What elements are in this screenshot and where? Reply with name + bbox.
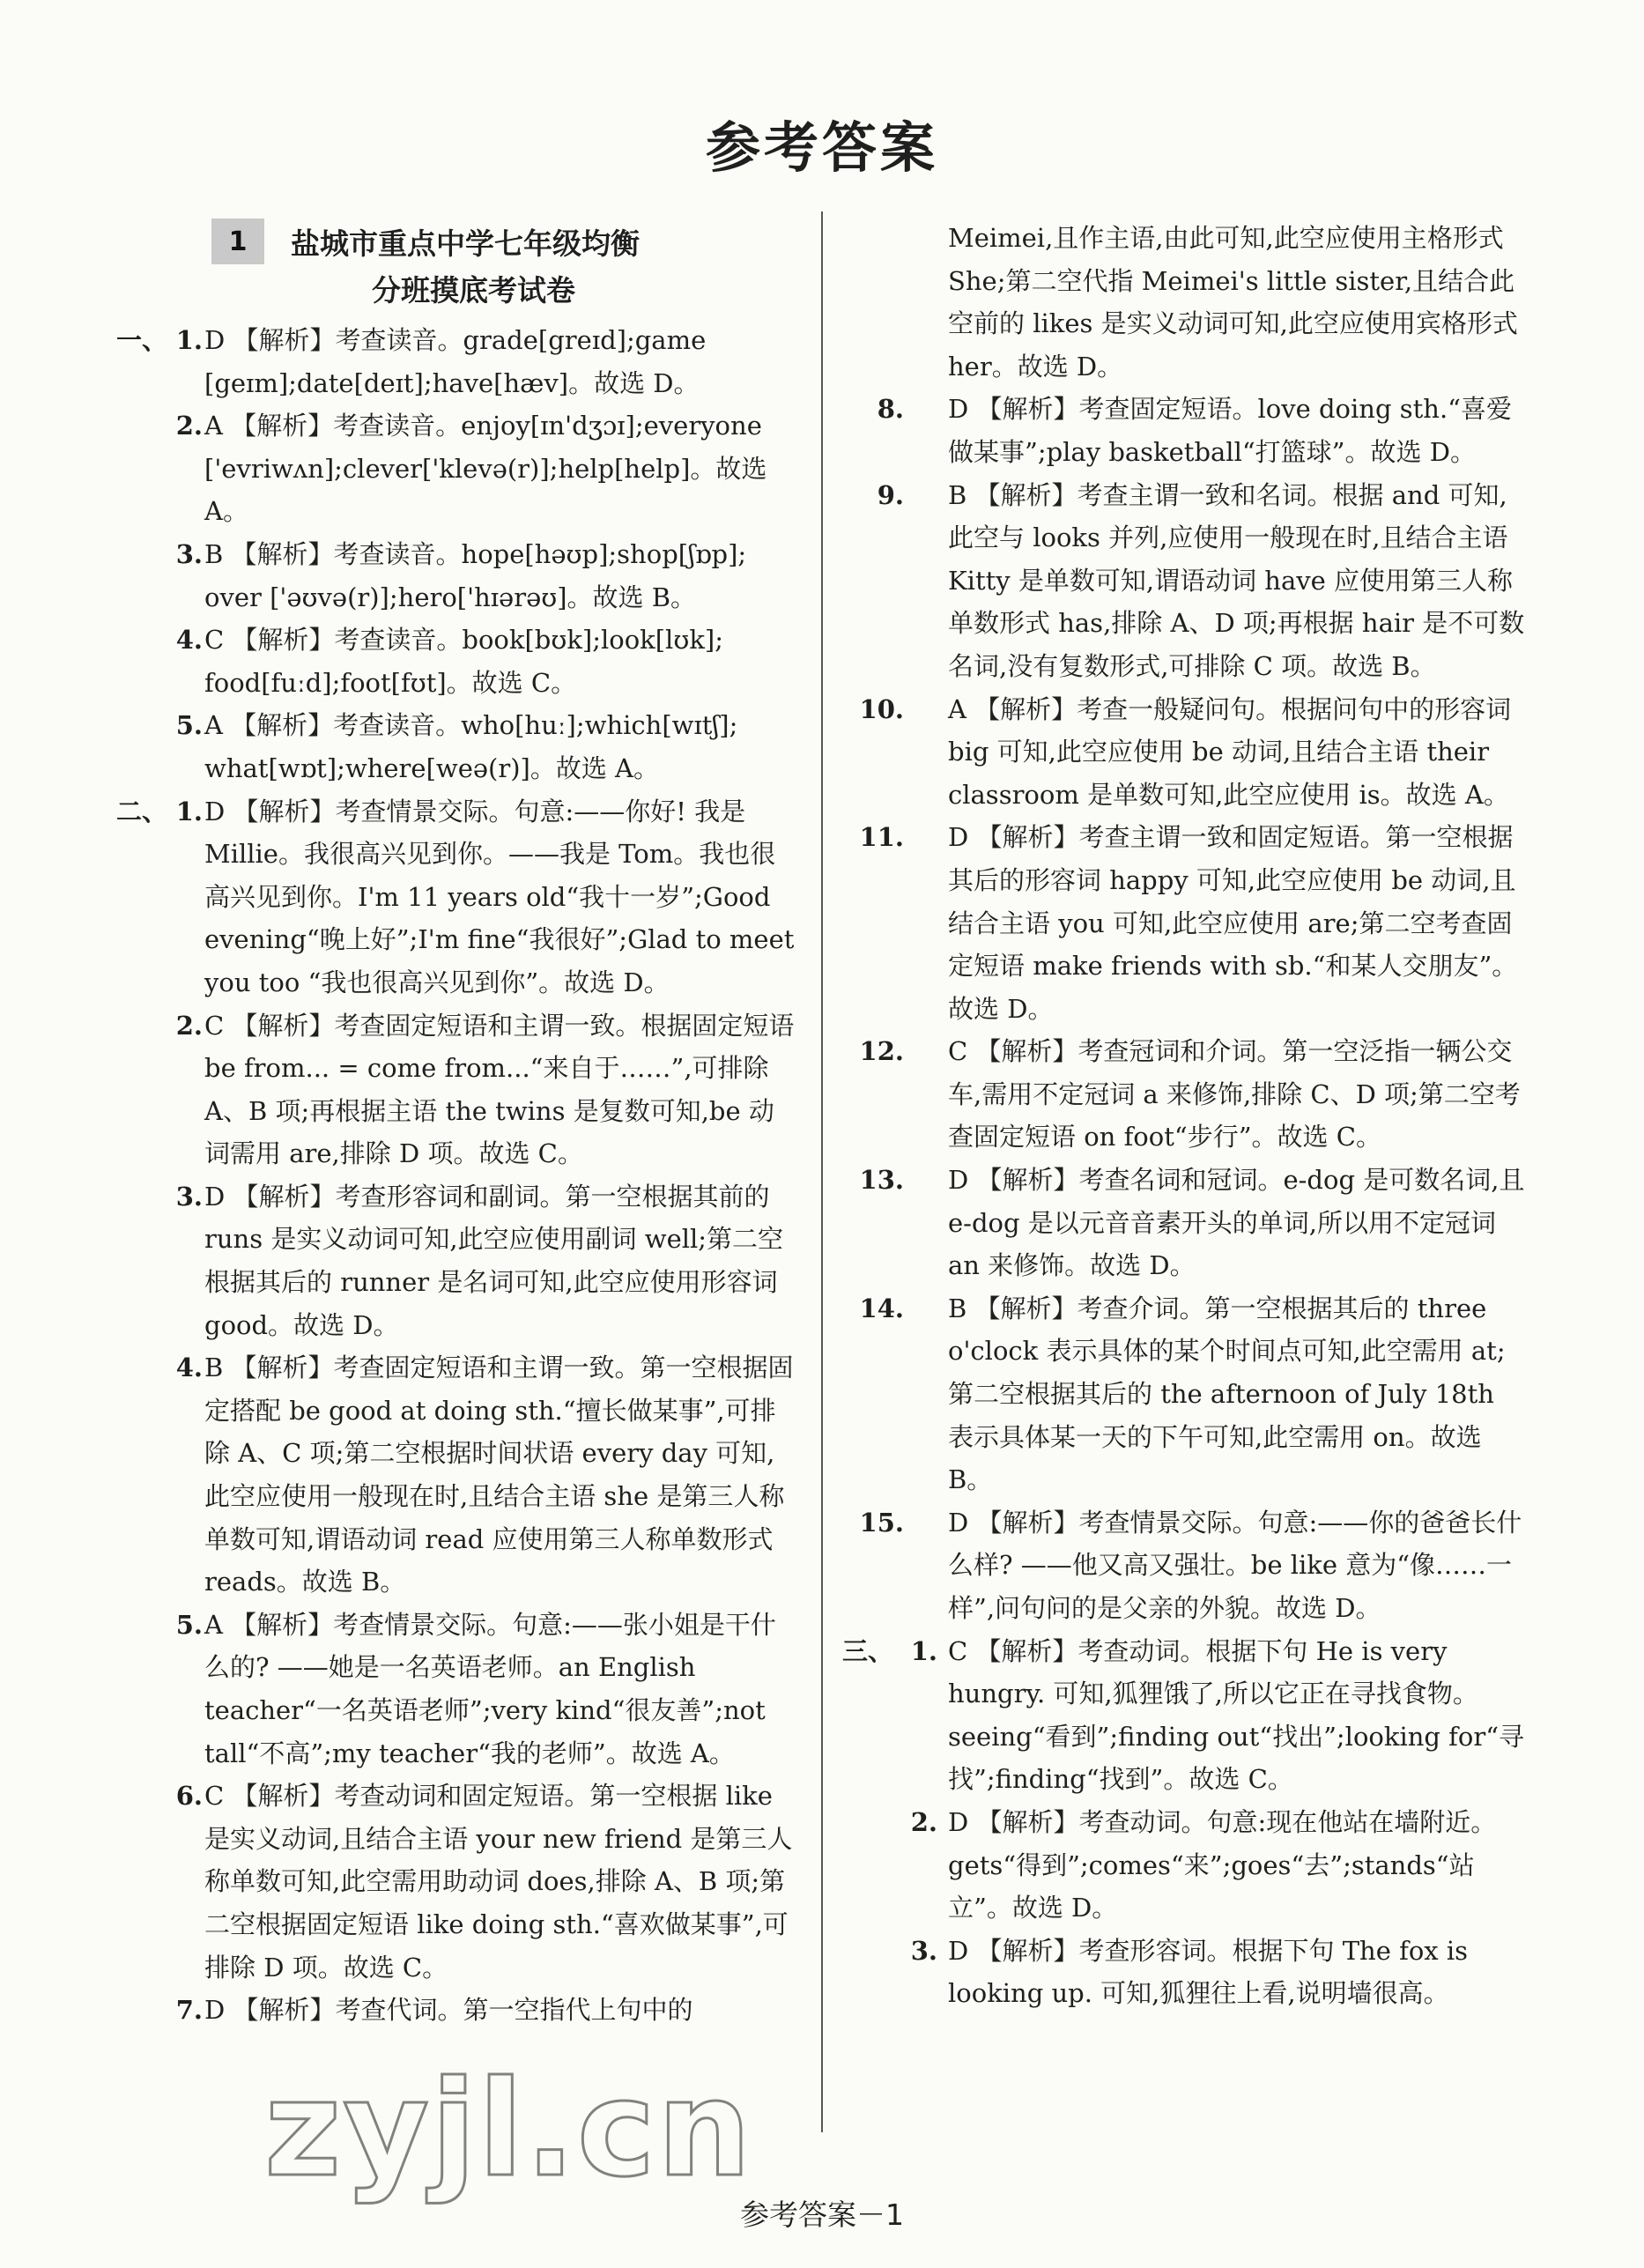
answer-text: D 【解析】考查代词。第一空指代上句中的 xyxy=(204,1995,693,2026)
answer-number: 2. xyxy=(910,1806,937,1837)
answer-text: B 【解析】考查介词。第一空根据其后的 three o'clock 表示具体的某个时间点可知,此空需用 at;第二空根据其后的 the afternoon of July 18th 表示具体某一天的下午可知,此空需用 on。故选 B。 xyxy=(948,1293,1506,1495)
answer-2-13 xyxy=(842,1159,1525,1287)
answer-2-2 xyxy=(116,1004,799,1175)
answer-3-1 xyxy=(842,1630,1525,1801)
watermark: zyjl.cn xyxy=(264,2053,753,2206)
page-footer: 参考答案－1 xyxy=(740,2198,904,2232)
answer-text: C 【解析】考查动词和固定短语。第一空根据 like 是实义动词,且结合主语 your new friend 是第三人称单数可知,此空需用助动词 does,排除 A、B 项;第二空根据固定短语 like doing sth.“喜欢做某事”,可排除 D 项。故选 C。 xyxy=(204,1781,793,1983)
answer-text: C 【解析】考查冠词和介词。第一空泛指一辆公交车,需用不定冠词 a 来修饰,排除 C、D 项;第二空考查固定短语 on foot“步行”。故选 C。 xyxy=(948,1036,1521,1153)
left-column xyxy=(116,217,799,2032)
answer-2-12 xyxy=(842,1030,1525,1159)
answer-number: 4. xyxy=(175,625,203,656)
answer-number: 1. xyxy=(175,796,203,826)
answer-text: B 【解析】考查主谓一致和名词。根据 and 可知,此空与 looks 并列,应使用一般现在时,且结合主语 Kitty 是单数可知,谓语动词 have 应使用第三人称单数形式 has,排除 A、D 项;再根据 hair 是不可数名词,没有复数形式,可排除 C 项。故选 B。 xyxy=(948,479,1525,681)
answer-2-1 xyxy=(116,790,799,1004)
answer-text: D 【解析】考查形容词。根据下句 The fox is looking up. 可知,狐狸往上看,说明墙很高。 xyxy=(948,1935,1469,2009)
answer-text: D 【解析】考查固定短语。love doing sth.“喜爱做某事”;play basketball“打篮球”。故选 D。 xyxy=(948,394,1512,467)
answer-number: 1. xyxy=(910,1635,937,1666)
answer-text: D 【解析】考查情景交际。句意:——你好! 我是 Millie。我很高兴见到你。——我是 Tom。我也很高兴见到你。I'm 11 years old“我十一岁”;Good evening“晚上好”;I'm fine“我很好”;Glad to meet you too “我也很高兴见到你”。故选 D。 xyxy=(204,796,795,997)
answer-2-14 xyxy=(842,1287,1525,1501)
answer-number: 4. xyxy=(175,1353,203,1383)
answer-number: 9. xyxy=(877,479,904,510)
answer-number: 15. xyxy=(859,1507,904,1538)
section-label: 一、 xyxy=(116,325,168,355)
exam-number-badge: 1 xyxy=(211,219,264,264)
answer-2-9 xyxy=(842,474,1525,688)
answer-text: B 【解析】考查读音。hope[həʊp];shop[ʃɒp]; over ['əʊvə(r)];hero['hɪərəʊ]。故选 B。 xyxy=(204,538,747,612)
answer-2-4 xyxy=(116,1346,799,1604)
answer-number: 2. xyxy=(175,411,203,441)
section-label: 二、 xyxy=(116,796,168,826)
right-column xyxy=(842,217,1525,2015)
exam-title-line2: 分班摸底考试卷 xyxy=(372,273,575,308)
answer-number: 13. xyxy=(859,1165,904,1196)
answer-2-7 xyxy=(116,1989,799,2032)
answer-number: 3. xyxy=(910,1935,937,1966)
answer-3-3 xyxy=(842,1930,1525,2015)
answer-text: A 【解析】考查一般疑问句。根据问句中的形容词 big 可知,此空应使用 be 动词,且结合主语 their classroom 是单数可知,此空应使用 is。故选 A。 xyxy=(948,693,1512,810)
answer-number: 5. xyxy=(175,1609,203,1640)
answer-1-1 xyxy=(116,319,799,404)
answer-text: D 【解析】考查读音。grade[greɪd];game [geɪm];date[deɪt];have[hæv]。故选 D。 xyxy=(204,325,707,398)
answer-2-7-continued xyxy=(842,217,1525,388)
answer-number: 3. xyxy=(175,1181,203,1212)
answer-number: 11. xyxy=(859,822,904,853)
answer-text: D 【解析】考查形容词和副词。第一空根据其前的 runs 是实义动词可知,此空应使用副词 well;第二空根据其后的 runner 是名词可知,此空应使用形容词 good。故选 D。 xyxy=(204,1181,784,1340)
answer-2-11 xyxy=(842,816,1525,1030)
answer-1-4 xyxy=(116,619,799,704)
answer-text: C 【解析】考查读音。book[bʊk];look[lʊk]; food[fuːd];foot[fʊt]。故选 C。 xyxy=(204,625,723,698)
answer-text: Meimei,且作主语,由此可知,此空应使用主格形式 She;第二空代指 Meimei's little sister,且结合此空前的 likes 是实义动词可知,此空应使用宾格形式 her。故选 D。 xyxy=(948,223,1518,382)
answer-2-8 xyxy=(842,388,1525,473)
answer-number: 7. xyxy=(175,1995,203,2026)
answer-2-3 xyxy=(116,1175,799,1346)
answer-text: D 【解析】考查动词。句意:现在他站在墙附近。gets“得到”;comes“来”;goes“去”;stands“站立”。故选 D。 xyxy=(948,1806,1497,1923)
answer-text: B 【解析】考查固定短语和主谓一致。第一空根据固定搭配 be good at doing sth.“擅长做某事”,可排除 A、C 项;第二空根据时间状语 every day 可知,此空应使用一般现在时,且结合主语 she 是第三人称单数可知,谓语动词 read 应使用第三人称单数形式 reads。故选 B。 xyxy=(204,1353,794,1597)
section-label: 三、 xyxy=(842,1635,894,1666)
answer-text: D 【解析】考查名词和冠词。e-dog 是可数名词,且 e-dog 是以元音音素开头的单词,所以用不定冠词 an 来修饰。故选 D。 xyxy=(948,1165,1525,1281)
answer-1-2 xyxy=(116,404,799,533)
answer-1-5 xyxy=(116,704,799,789)
page-title: 参考答案 xyxy=(705,115,938,180)
answer-2-10 xyxy=(842,688,1525,817)
answer-text: A 【解析】考查读音。who[huː];which[wɪtʃ]; what[wɒt];where[weə(r)]。故选 A。 xyxy=(204,710,738,783)
answer-2-6 xyxy=(116,1775,799,1989)
answer-number: 8. xyxy=(877,394,904,425)
answer-1-3 xyxy=(116,533,799,619)
answer-3-2 xyxy=(842,1801,1525,1930)
exam-header xyxy=(116,217,799,315)
answer-text: D 【解析】考查主谓一致和固定短语。第一空根据其后的形容词 happy 可知,此空应使用 be 动词,且结合主语 you 可知,此空应使用 are;第二空考查固定短语 make friends with sb.“和某人交朋友”。故选 D。 xyxy=(948,822,1518,1024)
answer-text: C 【解析】考查固定短语和主谓一致。根据固定短语 be from... = come from...“来自于……”,可排除 A、B 项;再根据主语 the twins 是复数可知,be 动词需用 are,排除 D 项。故选 C。 xyxy=(204,1010,795,1169)
answer-number: 1. xyxy=(175,325,203,355)
answer-text: A 【解析】考查读音。enjoy[ɪn'dʒɔɪ];everyone ['evriwʌn];clever['klevə(r)];help[help]。故选 A。 xyxy=(204,411,767,527)
answer-number: 12. xyxy=(859,1036,904,1067)
answer-number: 14. xyxy=(859,1293,904,1323)
exam-title-line1: 盐城市重点中学七年级均衡 xyxy=(291,226,640,261)
column-divider xyxy=(821,211,823,2132)
answer-number: 6. xyxy=(175,1781,203,1812)
answer-text: A 【解析】考查情景交际。句意:——张小姐是干什么的? ——她是一名英语老师。an English teacher“一名英语老师”;very kind“很友善”;not tall“不高”;my teacher“我的老师”。故选 A。 xyxy=(204,1609,776,1768)
answer-text: D 【解析】考查情景交际。句意:——你的爸爸长什么样? ——他又高又强壮。be like 意为“像……一样”,问句问的是父亲的外貌。故选 D。 xyxy=(948,1507,1522,1623)
answer-2-15 xyxy=(842,1501,1525,1630)
answer-number: 10. xyxy=(859,693,904,724)
answer-2-5 xyxy=(116,1604,799,1775)
answer-number: 2. xyxy=(175,1010,203,1041)
answer-number: 5. xyxy=(175,710,203,741)
answer-text: C 【解析】考查动词。根据下句 He is very hungry. 可知,狐狸饿了,所以它正在寻找食物。seeing“看到”;finding out“找出”;looking for“寻找”;finding“找到”。故选 C。 xyxy=(948,1635,1525,1795)
answer-number: 3. xyxy=(175,538,203,569)
